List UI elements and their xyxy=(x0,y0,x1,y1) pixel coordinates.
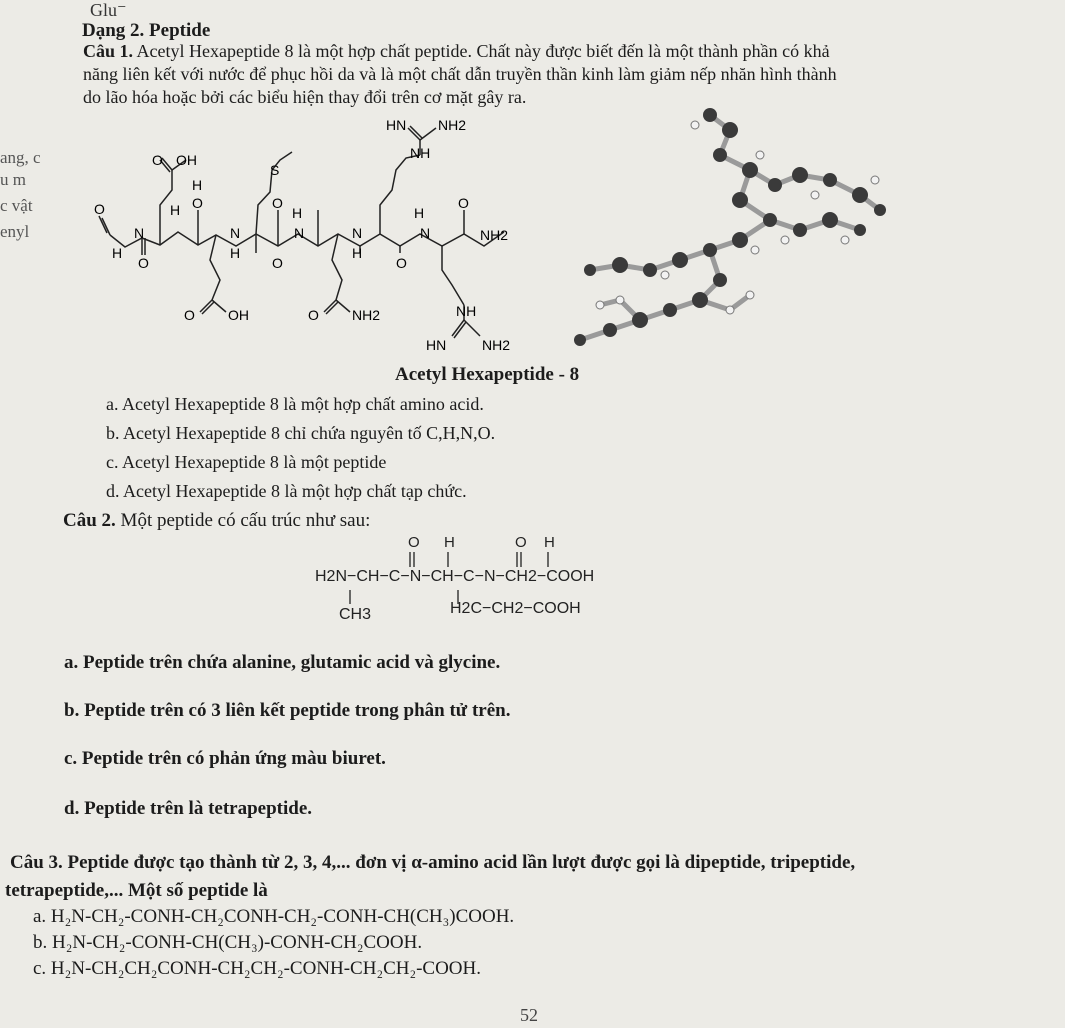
label-o-gln: O xyxy=(308,307,319,323)
label-h-n5: H xyxy=(352,245,363,261)
figure-caption: Acetyl Hexapeptide - 8 xyxy=(395,364,580,385)
q3-line-2: tetrapeptide,... Một số peptide là xyxy=(5,880,268,901)
q2-label: Câu 2. xyxy=(63,510,116,531)
label-nh2-gln: NH2 xyxy=(352,307,381,323)
label-o4: O xyxy=(272,255,283,271)
label-n3: N xyxy=(294,225,305,241)
q1-line-2: năng liên kết với nước để phục hồi da và là một chất dẫn truyền thần kinh làm giảm nếp nhăn hình thành xyxy=(83,64,837,84)
q2-option-c: c. Peptide trên có phản ứng màu biuret. xyxy=(64,748,386,769)
label-nh-guan-top: NH xyxy=(410,145,431,161)
label-h-n2: H xyxy=(192,177,203,193)
bleed-text-2: u m xyxy=(0,170,26,189)
label-oh-glu: OH xyxy=(228,307,249,323)
q3-label: Câu 3. xyxy=(10,852,63,873)
q1-option-a: a. Acetyl Hexapeptide 8 là một hợp chất amino acid. xyxy=(106,394,484,414)
formula-top-h1: H xyxy=(444,534,455,551)
label-h-n4: H xyxy=(292,205,303,221)
bleed-text-1: ang, c xyxy=(0,148,41,167)
q1-option-b: b. Acetyl Hexapeptide 8 chỉ chứa nguyên tố C,H,N,O. xyxy=(106,423,496,443)
label-o-acid-top: O xyxy=(152,152,163,168)
section-title: Dạng 2. Peptide xyxy=(82,20,211,41)
label-o-acetyl: O xyxy=(94,201,105,217)
formula-top-o2: O xyxy=(515,534,527,551)
ball-and-stick-model xyxy=(560,100,900,360)
formula-top-o1: O xyxy=(408,534,420,551)
q2-option-b: b. Peptide trên có 3 liên kết peptide trong phân tử trên. xyxy=(64,700,511,721)
q2-line xyxy=(63,510,370,532)
label-n2: N xyxy=(230,225,241,241)
label-n1: N xyxy=(134,225,145,241)
label-o3: O xyxy=(272,195,283,211)
label-o1: O xyxy=(192,195,203,211)
formula-bonds-top xyxy=(400,550,560,570)
formula-bottom-left: CH3 xyxy=(339,606,372,623)
q1-option-d: d. Acetyl Hexapeptide 8 là một hợp chất tạp chức. xyxy=(106,481,467,501)
label-h-n1: H xyxy=(170,202,181,218)
label-nh2-top: NH2 xyxy=(438,117,467,133)
label-nh2-bot: NH2 xyxy=(482,337,511,353)
q3-option-a: a. H₂N-CH₂-CONH-CH₂CONH-CH₂-CONH-CH(CH₃)COOH. xyxy=(33,906,515,927)
label-hn-top: HN xyxy=(386,117,407,133)
formula-top-h2: H xyxy=(544,534,555,551)
label-h-acetyl: H xyxy=(112,245,123,261)
page-number: 52 xyxy=(520,1005,538,1025)
formula-bottom-right: H2C−CH2−COOH xyxy=(450,600,581,617)
q3-text-1: Peptide được tạo thành từ 2, 3, 4,... đơn vị α-amino acid lần lượt được gọi là dipeptide, tripeptide, xyxy=(67,852,856,873)
glu-label: Glu⁻ xyxy=(90,0,127,20)
bleed-text-3: c vật xyxy=(0,196,33,215)
q1-text-1: Acetyl Hexapeptide 8 là một hợp chất peptide. Chất này được biết đến là một thành phần có khả xyxy=(136,41,830,61)
label-oh-acid-top: OH xyxy=(176,152,197,168)
q1-line-3: do lão hóa hoặc bởi các biểu hiện thay đổi trên cơ mặt gây ra. xyxy=(83,87,527,107)
label-nh2-amide: NH2 xyxy=(480,227,509,243)
acetyl-hexapeptide-structure xyxy=(80,110,580,360)
q1-line-1 xyxy=(83,41,830,62)
q1-label: Câu 1. xyxy=(83,41,134,61)
label-n5: N xyxy=(420,225,431,241)
label-o-glu: O xyxy=(184,307,195,323)
label-o5: O xyxy=(396,255,407,271)
q2-text: Một peptide có cấu trúc như sau: xyxy=(120,510,371,531)
q3-option-b: b. H₂N-CH₂-CONH-CH(CH₃)-CONH-CH₂COOH. xyxy=(33,932,423,953)
q2-option-d: d. Peptide trên là tetrapeptide. xyxy=(64,798,313,819)
bleed-text-4: enyl xyxy=(0,222,30,241)
label-o-amide: O xyxy=(458,195,469,211)
q1-option-c: c. Acetyl Hexapeptide 8 là một peptide xyxy=(106,452,387,472)
q2-option-a: a. Peptide trên chứa alanine, glutamic acid và glycine. xyxy=(64,652,501,673)
label-h-n3: H xyxy=(230,245,241,261)
label-n4: N xyxy=(352,225,363,241)
label-nh-guan-bot: NH xyxy=(456,303,477,319)
q3-option-c: c. H₂N-CH₂CH₂CONH-CH₂CH₂-CONH-CH₂CH₂-COOH. xyxy=(33,958,482,979)
label-s: S xyxy=(270,162,280,178)
label-hn-bot: HN xyxy=(426,337,447,353)
label-h-n6: H xyxy=(414,205,425,221)
q3-line-1 xyxy=(10,852,855,874)
formula-main: H2N−CH−C−N−CH−C−N−CH2−COOH xyxy=(315,568,595,585)
label-o2: O xyxy=(138,255,149,271)
